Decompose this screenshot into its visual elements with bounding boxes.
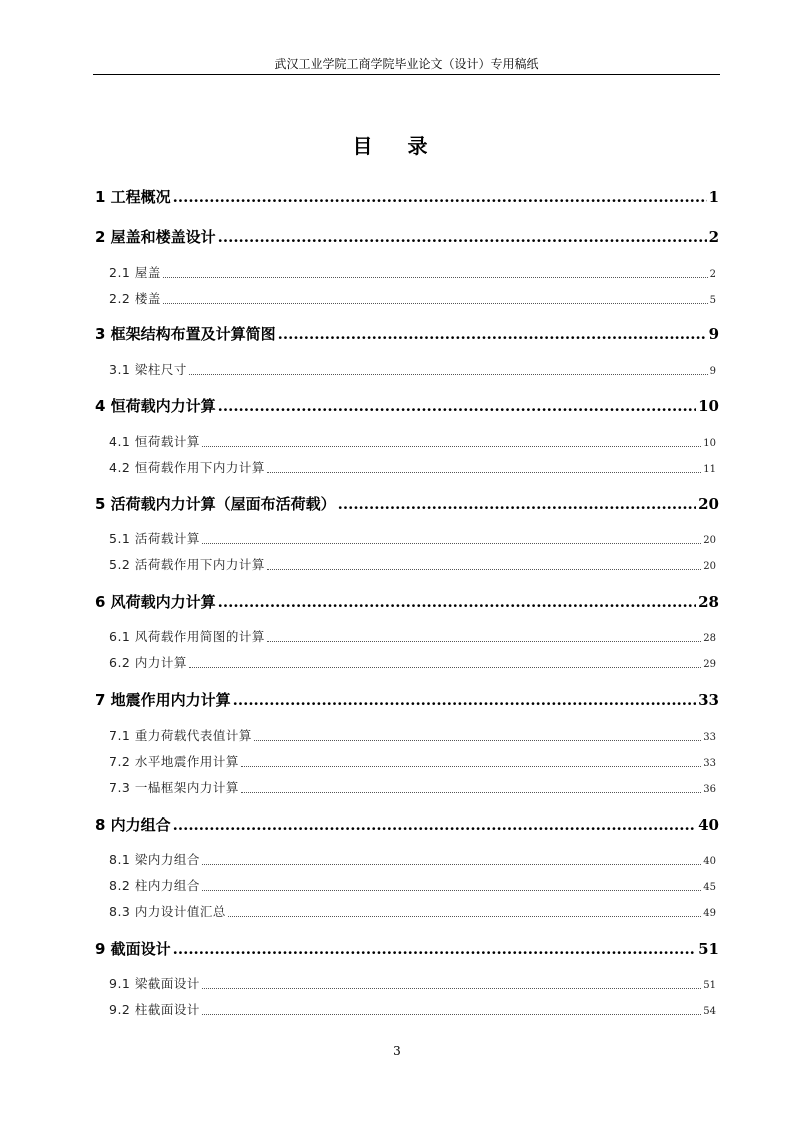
toc-entry-page: 20	[703, 535, 716, 546]
toc-entry[interactable]	[109, 778, 716, 796]
toc-entry-page: 40	[698, 816, 719, 834]
toc-entry[interactable]	[109, 627, 716, 645]
toc-entry[interactable]	[95, 493, 719, 514]
dot-leader	[228, 915, 701, 917]
toc-entry[interactable]	[109, 432, 716, 450]
dot-leader	[267, 568, 701, 570]
dot-leader	[189, 373, 708, 375]
toc-entry[interactable]	[109, 263, 716, 281]
toc-entry-label: 5 活荷载内力计算（屋面布活荷载）	[95, 495, 336, 513]
toc-entry-label: 8.2 柱内力组合	[109, 878, 200, 893]
toc-entry[interactable]	[109, 360, 716, 378]
toc-entry-page: 9	[709, 366, 716, 377]
dot-leader	[241, 791, 701, 793]
toc-entry-label: 4.2 恒荷载作用下内力计算	[109, 460, 265, 475]
toc-entry-page: 9	[708, 325, 719, 343]
toc-entry-label: 5.1 活荷载计算	[109, 531, 200, 546]
dot-leader	[173, 816, 696, 834]
toc-entry[interactable]	[109, 653, 716, 671]
toc-entry-page: 33	[703, 732, 716, 743]
toc-entry-page: 54	[703, 1006, 716, 1017]
toc-entry-page: 33	[698, 691, 719, 709]
toc-entry[interactable]	[109, 1000, 716, 1018]
toc-entry-label: 6.1 风荷载作用简图的计算	[109, 629, 265, 644]
dot-leader	[218, 228, 707, 246]
toc-entry-label: 3 框架结构布置及计算简图	[95, 325, 276, 343]
toc-entry-label: 9.2 柱截面设计	[109, 1002, 200, 1017]
toc-entry-page: 11	[703, 464, 716, 475]
toc-entry-page: 5	[709, 295, 716, 306]
toc-entry-page: 33	[703, 758, 716, 769]
toc-entry-label: 8.1 梁内力组合	[109, 852, 200, 867]
dot-leader	[278, 325, 707, 343]
toc-entry-page: 28	[698, 593, 719, 611]
toc-entry[interactable]	[109, 902, 716, 920]
toc-entry[interactable]	[109, 850, 716, 868]
toc-entry[interactable]	[95, 226, 719, 247]
toc-entry[interactable]	[109, 529, 716, 547]
toc-entry-label: 9.1 梁截面设计	[109, 976, 200, 991]
dot-leader	[202, 863, 701, 865]
toc-entry-label: 2.2 楼盖	[109, 291, 161, 306]
toc-entry-page: 10	[703, 438, 716, 449]
dot-leader	[202, 987, 701, 989]
toc-entry-label: 3.1 梁柱尺寸	[109, 362, 187, 377]
toc-entry-label: 4 恒荷载内力计算	[95, 397, 216, 415]
toc-entry[interactable]	[95, 814, 719, 835]
toc-entry[interactable]	[95, 323, 719, 344]
dot-leader	[241, 765, 701, 767]
toc-entry-page: 29	[703, 659, 716, 670]
toc-entry[interactable]	[109, 555, 716, 573]
toc-entry-label: 1 工程概况	[95, 188, 171, 206]
toc-entry-label: 4.1 恒荷载计算	[109, 434, 200, 449]
dot-leader	[163, 276, 708, 278]
dot-leader	[338, 495, 696, 513]
toc-title: 目 录	[352, 134, 442, 158]
toc-entry[interactable]	[95, 591, 719, 612]
toc-entry[interactable]	[95, 938, 719, 959]
toc-entry-label: 2.1 屋盖	[109, 265, 161, 280]
dot-leader	[233, 691, 696, 709]
toc-entry-label: 6 风荷载内力计算	[95, 593, 216, 611]
toc-entry-label: 7.2 水平地震作用计算	[109, 754, 239, 769]
toc-entry-page: 45	[703, 882, 716, 893]
toc-entry-page: 20	[703, 561, 716, 572]
toc-entry-label: 8.3 内力设计值汇总	[109, 904, 226, 919]
dot-leader	[202, 1013, 701, 1015]
dot-leader	[202, 542, 701, 544]
toc-entry-label: 7 地震作用内力计算	[95, 691, 231, 709]
toc-entry-label: 2 屋盖和楼盖设计	[95, 228, 216, 246]
toc-entry-label: 6.2 内力计算	[109, 655, 187, 670]
toc-entry-page: 20	[698, 495, 719, 513]
toc-entry[interactable]	[95, 186, 719, 207]
toc-entry-page: 1	[708, 188, 719, 206]
toc-entry[interactable]	[95, 689, 719, 710]
toc-entry[interactable]	[109, 289, 716, 307]
toc-entry-page: 28	[703, 633, 716, 644]
toc-entry-label: 9 截面设计	[95, 940, 171, 958]
dot-leader	[267, 640, 701, 642]
toc-entry-label: 8 内力组合	[95, 816, 171, 834]
toc-entry-page: 40	[703, 856, 716, 867]
toc-entry-page: 51	[698, 940, 719, 958]
page-header: 武汉工业学院工商学院毕业论文（设计）专用稿纸	[93, 54, 720, 75]
dot-leader	[173, 940, 696, 958]
toc-entry-page: 2	[709, 269, 716, 280]
toc-entry-page: 51	[703, 980, 716, 991]
toc-entry-page: 36	[703, 784, 716, 795]
toc-entry[interactable]	[109, 876, 716, 894]
toc-entry-page: 10	[698, 397, 719, 415]
toc-entry-label: 7.3 一榀框架内力计算	[109, 780, 239, 795]
toc-entry[interactable]	[109, 458, 716, 476]
dot-leader	[267, 471, 701, 473]
toc-entry-label: 5.2 活荷载作用下内力计算	[109, 557, 265, 572]
dot-leader	[189, 666, 701, 668]
toc-entry-label: 7.1 重力荷载代表值计算	[109, 728, 252, 743]
page-number: 3	[393, 1044, 401, 1058]
dot-leader	[163, 302, 708, 304]
toc-entry-page: 49	[703, 908, 716, 919]
toc-entry[interactable]	[109, 974, 716, 992]
dot-leader	[173, 188, 707, 206]
toc-entry[interactable]	[95, 395, 719, 416]
dot-leader	[254, 739, 701, 741]
dot-leader	[218, 397, 696, 415]
dot-leader	[202, 445, 701, 447]
dot-leader	[202, 889, 701, 891]
toc-entry[interactable]	[109, 726, 716, 744]
toc-entry-page: 2	[708, 228, 719, 246]
dot-leader	[218, 593, 696, 611]
toc-entry[interactable]	[109, 752, 716, 770]
